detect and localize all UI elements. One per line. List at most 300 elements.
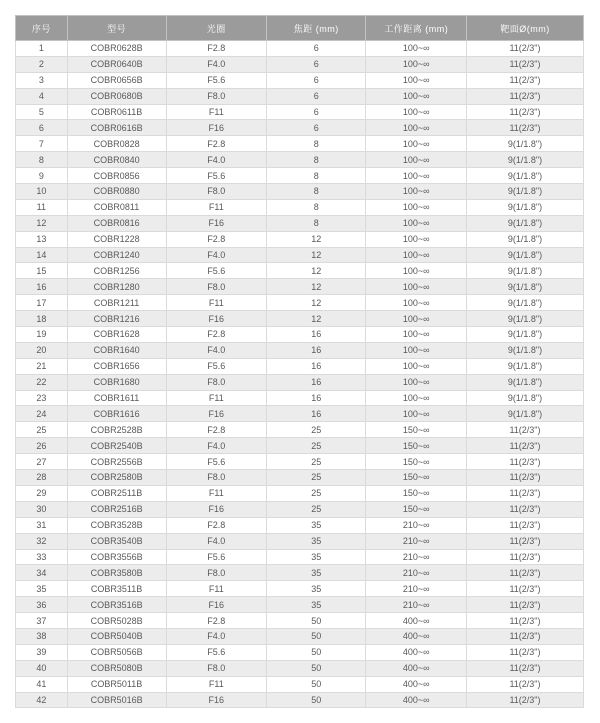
cell-focal-length: 12 [267,295,366,311]
cell-model: COBR3580B [67,565,166,581]
cell-sensor-size: 11(2/3") [466,597,583,613]
cell-sensor-size: 11(2/3") [466,501,583,517]
cell-model: COBR1256 [67,263,166,279]
cell-model: COBR0811 [67,199,166,215]
table-row [16,501,584,517]
cell-index: 29 [16,485,68,501]
cell-sensor-size: 11(2/3") [466,581,583,597]
cell-index: 3 [16,72,68,88]
cell-aperture: F8.0 [166,279,267,295]
cell-sensor-size: 11(2/3") [466,613,583,629]
cell-working-distance: 150~∞ [366,470,467,486]
cell-index: 26 [16,438,68,454]
cell-aperture: F11 [166,199,267,215]
cell-index: 27 [16,454,68,470]
cell-working-distance: 210~∞ [366,597,467,613]
cell-aperture: F2.8 [166,517,267,533]
table-body [16,41,584,708]
cell-sensor-size: 11(2/3") [466,549,583,565]
cell-sensor-size: 11(2/3") [466,438,583,454]
table-row [16,295,584,311]
cell-aperture: F11 [166,390,267,406]
cell-model: COBR1280 [67,279,166,295]
table-row [16,485,584,501]
cell-sensor-size: 9(1/1.8") [466,168,583,184]
cell-focal-length: 16 [267,327,366,343]
cell-model: COBR0680B [67,88,166,104]
cell-working-distance: 100~∞ [366,311,467,327]
cell-focal-length: 8 [267,152,366,168]
cell-focal-length: 35 [267,597,366,613]
cell-model: COBR2511B [67,485,166,501]
cell-aperture: F8.0 [166,88,267,104]
table-row [16,613,584,629]
cell-sensor-size: 11(2/3") [466,104,583,120]
table-row [16,692,584,708]
cell-aperture: F2.8 [166,613,267,629]
cell-model: COBR3511B [67,581,166,597]
cell-sensor-size: 9(1/1.8") [466,247,583,263]
table-row [16,279,584,295]
table-row [16,374,584,390]
cell-focal-length: 50 [267,644,366,660]
cell-index: 17 [16,295,68,311]
cell-sensor-size: 11(2/3") [466,485,583,501]
cell-aperture: F5.6 [166,549,267,565]
cell-working-distance: 210~∞ [366,533,467,549]
cell-working-distance: 150~∞ [366,438,467,454]
table-row [16,454,584,470]
cell-focal-length: 25 [267,501,366,517]
cell-model: COBR1228 [67,231,166,247]
cell-model: COBR0616B [67,120,166,136]
cell-focal-length: 16 [267,358,366,374]
cell-focal-length: 12 [267,231,366,247]
cell-sensor-size: 9(1/1.8") [466,374,583,390]
cell-index: 24 [16,406,68,422]
header-model: 型号 [67,16,166,41]
cell-index: 1 [16,41,68,57]
table-row [16,422,584,438]
cell-aperture: F5.6 [166,454,267,470]
cell-index: 31 [16,517,68,533]
cell-working-distance: 100~∞ [366,374,467,390]
cell-aperture: F5.6 [166,263,267,279]
cell-focal-length: 16 [267,390,366,406]
table-row [16,184,584,200]
table-row [16,660,584,676]
cell-aperture: F8.0 [166,184,267,200]
cell-model: COBR1240 [67,247,166,263]
cell-working-distance: 100~∞ [366,56,467,72]
table-row [16,342,584,358]
lens-spec-table [15,15,584,708]
cell-index: 25 [16,422,68,438]
cell-index: 21 [16,358,68,374]
cell-aperture: F4.0 [166,342,267,358]
cell-working-distance: 210~∞ [366,565,467,581]
cell-sensor-size: 9(1/1.8") [466,390,583,406]
cell-working-distance: 400~∞ [366,644,467,660]
cell-aperture: F11 [166,676,267,692]
table-row [16,533,584,549]
cell-aperture: F4.0 [166,152,267,168]
header-aperture: 光圈 [166,16,267,41]
cell-model: COBR2556B [67,454,166,470]
cell-working-distance: 100~∞ [366,136,467,152]
cell-focal-length: 6 [267,88,366,104]
cell-model: COBR0828 [67,136,166,152]
cell-focal-length: 8 [267,184,366,200]
cell-index: 7 [16,136,68,152]
cell-sensor-size: 9(1/1.8") [466,311,583,327]
table-row [16,644,584,660]
cell-focal-length: 35 [267,581,366,597]
cell-sensor-size: 11(2/3") [466,644,583,660]
cell-working-distance: 100~∞ [366,104,467,120]
cell-index: 39 [16,644,68,660]
table-row [16,136,584,152]
cell-working-distance: 100~∞ [366,342,467,358]
header-sensor-size: 靶面Ø(mm) [466,16,583,41]
cell-aperture: F11 [166,104,267,120]
table-row [16,168,584,184]
cell-aperture: F16 [166,597,267,613]
cell-model: COBR0656B [67,72,166,88]
cell-sensor-size: 11(2/3") [466,88,583,104]
cell-aperture: F8.0 [166,660,267,676]
cell-sensor-size: 9(1/1.8") [466,152,583,168]
cell-index: 12 [16,215,68,231]
header-working-distance: 工作距离 (mm) [366,16,467,41]
cell-model: COBR1216 [67,311,166,327]
cell-sensor-size: 11(2/3") [466,470,583,486]
cell-index: 4 [16,88,68,104]
cell-focal-length: 50 [267,660,366,676]
cell-index: 13 [16,231,68,247]
table-row [16,517,584,533]
table-row [16,358,584,374]
cell-aperture: F4.0 [166,628,267,644]
cell-sensor-size: 9(1/1.8") [466,295,583,311]
cell-model: COBR1611 [67,390,166,406]
cell-sensor-size: 9(1/1.8") [466,231,583,247]
cell-sensor-size: 9(1/1.8") [466,263,583,279]
cell-aperture: F8.0 [166,565,267,581]
cell-focal-length: 50 [267,613,366,629]
cell-model: COBR5011B [67,676,166,692]
cell-sensor-size: 11(2/3") [466,692,583,708]
table-row [16,199,584,215]
cell-aperture: F2.8 [166,136,267,152]
cell-model: COBR0856 [67,168,166,184]
table-row [16,263,584,279]
table-row [16,88,584,104]
cell-sensor-size: 9(1/1.8") [466,215,583,231]
cell-focal-length: 12 [267,247,366,263]
cell-focal-length: 16 [267,374,366,390]
table-row [16,406,584,422]
cell-model: COBR1656 [67,358,166,374]
cell-model: COBR5028B [67,613,166,629]
cell-focal-length: 6 [267,56,366,72]
table-row [16,231,584,247]
cell-index: 22 [16,374,68,390]
cell-index: 40 [16,660,68,676]
cell-aperture: F16 [166,311,267,327]
cell-aperture: F8.0 [166,470,267,486]
cell-model: COBR0880 [67,184,166,200]
cell-model: COBR1616 [67,406,166,422]
table-row [16,438,584,454]
cell-model: COBR2528B [67,422,166,438]
cell-aperture: F4.0 [166,247,267,263]
cell-index: 18 [16,311,68,327]
cell-working-distance: 100~∞ [366,231,467,247]
cell-model: COBR1680 [67,374,166,390]
header-index: 序号 [16,16,68,41]
table-row [16,597,584,613]
cell-sensor-size: 11(2/3") [466,72,583,88]
cell-model: COBR5040B [67,628,166,644]
cell-focal-length: 25 [267,438,366,454]
cell-sensor-size: 11(2/3") [466,41,583,57]
cell-model: COBR3540B [67,533,166,549]
cell-working-distance: 100~∞ [366,184,467,200]
table-row [16,215,584,231]
cell-sensor-size: 11(2/3") [466,628,583,644]
cell-aperture: F16 [166,406,267,422]
cell-model: COBR2540B [67,438,166,454]
cell-index: 20 [16,342,68,358]
cell-index: 32 [16,533,68,549]
cell-aperture: F16 [166,692,267,708]
cell-working-distance: 400~∞ [366,676,467,692]
cell-aperture: F2.8 [166,231,267,247]
cell-aperture: F16 [166,215,267,231]
cell-focal-length: 35 [267,517,366,533]
table-row [16,565,584,581]
cell-focal-length: 8 [267,215,366,231]
cell-focal-length: 12 [267,311,366,327]
cell-model: COBR0640B [67,56,166,72]
cell-index: 19 [16,327,68,343]
cell-working-distance: 100~∞ [366,72,467,88]
cell-working-distance: 100~∞ [366,215,467,231]
cell-index: 10 [16,184,68,200]
header-focal-length: 焦距 (mm) [267,16,366,41]
table-row [16,581,584,597]
cell-working-distance: 400~∞ [366,628,467,644]
cell-sensor-size: 11(2/3") [466,676,583,692]
cell-model: COBR0816 [67,215,166,231]
cell-model: COBR5056B [67,644,166,660]
cell-working-distance: 400~∞ [366,692,467,708]
cell-focal-length: 50 [267,692,366,708]
cell-index: 15 [16,263,68,279]
table-row [16,152,584,168]
table-row [16,327,584,343]
cell-index: 5 [16,104,68,120]
cell-model: COBR1628 [67,327,166,343]
cell-index: 2 [16,56,68,72]
cell-working-distance: 100~∞ [366,199,467,215]
table-header [16,16,584,41]
cell-sensor-size: 9(1/1.8") [466,327,583,343]
cell-index: 9 [16,168,68,184]
cell-model: COBR0840 [67,152,166,168]
cell-index: 35 [16,581,68,597]
cell-working-distance: 150~∞ [366,454,467,470]
cell-sensor-size: 11(2/3") [466,56,583,72]
cell-model: COBR0628B [67,41,166,57]
cell-aperture: F5.6 [166,72,267,88]
cell-model: COBR2516B [67,501,166,517]
table-row [16,120,584,136]
cell-model: COBR3516B [67,597,166,613]
cell-model: COBR5080B [67,660,166,676]
cell-index: 42 [16,692,68,708]
cell-focal-length: 25 [267,470,366,486]
cell-aperture: F5.6 [166,358,267,374]
table-row [16,390,584,406]
cell-working-distance: 100~∞ [366,406,467,422]
cell-aperture: F4.0 [166,438,267,454]
cell-aperture: F2.8 [166,41,267,57]
cell-working-distance: 100~∞ [366,168,467,184]
cell-focal-length: 16 [267,342,366,358]
table-row [16,311,584,327]
cell-aperture: F4.0 [166,56,267,72]
cell-model: COBR1211 [67,295,166,311]
cell-index: 36 [16,597,68,613]
cell-aperture: F5.6 [166,644,267,660]
cell-focal-length: 35 [267,533,366,549]
cell-index: 8 [16,152,68,168]
cell-index: 38 [16,628,68,644]
cell-aperture: F2.8 [166,327,267,343]
cell-model: COBR3528B [67,517,166,533]
cell-focal-length: 25 [267,485,366,501]
cell-index: 37 [16,613,68,629]
cell-sensor-size: 11(2/3") [466,565,583,581]
cell-model: COBR3556B [67,549,166,565]
cell-working-distance: 100~∞ [366,41,467,57]
cell-index: 11 [16,199,68,215]
table-row [16,549,584,565]
cell-aperture: F11 [166,485,267,501]
cell-working-distance: 100~∞ [366,263,467,279]
table-row [16,247,584,263]
cell-working-distance: 100~∞ [366,390,467,406]
cell-working-distance: 100~∞ [366,152,467,168]
cell-index: 34 [16,565,68,581]
cell-sensor-size: 9(1/1.8") [466,342,583,358]
cell-model: COBR5016B [67,692,166,708]
cell-working-distance: 100~∞ [366,295,467,311]
cell-working-distance: 400~∞ [366,660,467,676]
table-row [16,676,584,692]
cell-sensor-size: 9(1/1.8") [466,136,583,152]
cell-focal-length: 8 [267,199,366,215]
cell-working-distance: 100~∞ [366,120,467,136]
cell-index: 30 [16,501,68,517]
cell-focal-length: 6 [267,72,366,88]
cell-focal-length: 8 [267,136,366,152]
cell-model: COBR0611B [67,104,166,120]
cell-working-distance: 150~∞ [366,422,467,438]
cell-focal-length: 6 [267,41,366,57]
table-row [16,470,584,486]
cell-focal-length: 50 [267,628,366,644]
cell-sensor-size: 9(1/1.8") [466,279,583,295]
table-row [16,72,584,88]
cell-focal-length: 35 [267,565,366,581]
cell-aperture: F11 [166,295,267,311]
cell-sensor-size: 9(1/1.8") [466,358,583,374]
cell-model: COBR2580B [67,470,166,486]
cell-working-distance: 100~∞ [366,88,467,104]
table-row [16,56,584,72]
cell-focal-length: 6 [267,120,366,136]
cell-aperture: F5.6 [166,168,267,184]
cell-model: COBR1640 [67,342,166,358]
cell-sensor-size: 9(1/1.8") [466,199,583,215]
cell-working-distance: 100~∞ [366,279,467,295]
cell-working-distance: 150~∞ [366,485,467,501]
cell-aperture: F16 [166,501,267,517]
cell-focal-length: 6 [267,104,366,120]
table-row [16,41,584,57]
cell-sensor-size: 9(1/1.8") [466,406,583,422]
cell-sensor-size: 11(2/3") [466,454,583,470]
cell-working-distance: 210~∞ [366,549,467,565]
cell-sensor-size: 11(2/3") [466,120,583,136]
cell-index: 41 [16,676,68,692]
cell-index: 33 [16,549,68,565]
cell-working-distance: 100~∞ [366,358,467,374]
cell-aperture: F4.0 [166,533,267,549]
cell-sensor-size: 11(2/3") [466,422,583,438]
cell-focal-length: 35 [267,549,366,565]
cell-working-distance: 150~∞ [366,501,467,517]
table-row [16,104,584,120]
cell-focal-length: 12 [267,279,366,295]
cell-working-distance: 400~∞ [366,613,467,629]
table-row [16,628,584,644]
cell-index: 16 [16,279,68,295]
cell-index: 6 [16,120,68,136]
cell-focal-length: 8 [267,168,366,184]
cell-focal-length: 16 [267,406,366,422]
cell-sensor-size: 11(2/3") [466,660,583,676]
cell-working-distance: 210~∞ [366,581,467,597]
cell-focal-length: 50 [267,676,366,692]
cell-sensor-size: 11(2/3") [466,533,583,549]
cell-focal-length: 25 [267,422,366,438]
cell-focal-length: 25 [267,454,366,470]
cell-aperture: F8.0 [166,374,267,390]
cell-working-distance: 100~∞ [366,327,467,343]
cell-index: 28 [16,470,68,486]
cell-working-distance: 100~∞ [366,247,467,263]
cell-sensor-size: 9(1/1.8") [466,184,583,200]
cell-sensor-size: 11(2/3") [466,517,583,533]
cell-aperture: F16 [166,120,267,136]
cell-index: 14 [16,247,68,263]
cell-aperture: F11 [166,581,267,597]
cell-working-distance: 210~∞ [366,517,467,533]
